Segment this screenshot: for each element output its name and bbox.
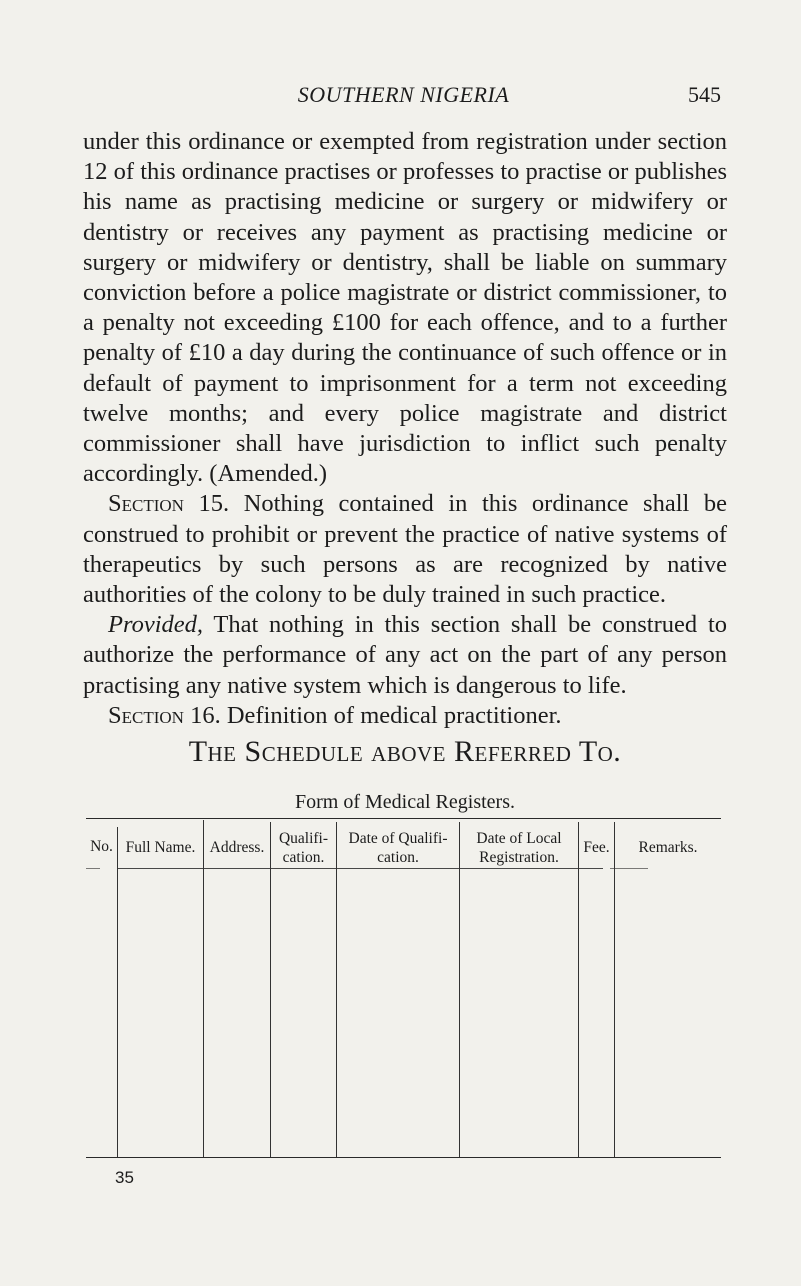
- column-divider: [270, 822, 271, 1157]
- signature-mark: 35: [115, 1168, 134, 1187]
- column-header-address: [204, 838, 270, 857]
- column-date-registration-line1: Date of Local: [476, 830, 562, 847]
- table-header-rule-left: [86, 868, 100, 869]
- column-qualification-line2: cation.: [282, 849, 325, 866]
- form-title: Form of Medical Registers.: [295, 791, 515, 813]
- column-header-no: [86, 837, 117, 856]
- column-divider: [614, 822, 615, 1157]
- paragraph-proviso: [83, 610, 727, 701]
- column-date-registration-line2: Registration.: [479, 849, 559, 866]
- column-header-date-qualification: [337, 829, 459, 867]
- column-header-date-registration: [460, 829, 578, 867]
- proviso-text: That nothing in this section shall be construed to authorize the performance of any act on the part of any person practising any native system which is dangerous to life.: [83, 611, 727, 699]
- column-address-label: Address.: [209, 839, 265, 856]
- column-header-remarks: [615, 838, 721, 857]
- column-header-fee: [579, 838, 614, 857]
- body-text: [83, 127, 727, 731]
- column-header-full-name: [118, 838, 203, 857]
- running-header: [86, 82, 721, 112]
- column-divider: [578, 822, 579, 1157]
- section-15-label: Section 15.: [108, 490, 230, 518]
- running-title: SOUTHERN NIGERIA: [297, 82, 510, 107]
- column-fee-label: Fee.: [583, 839, 610, 856]
- column-divider: [336, 822, 337, 1157]
- column-divider: [459, 822, 460, 1157]
- column-remarks-label: Remarks.: [638, 839, 698, 856]
- column-date-qualification-line2: cation.: [377, 849, 419, 866]
- paragraph-penalty: under this ordinance or exempted from registration under section 12 of this ordinance practises or professes to practise or publishes his name as practising medicine or surgery or midwifery or dentistry or receives any payment as practising medicine or surgery or midwifery or dentistry, shall be liable on summary conviction before a police magistrate or district commissioner, to a penalty not exceeding £100 for each offence, and to a further penalty of £10 a day during the continuance of such offence or in default of payment to imprisonment for a term not exceeding twelve months; and every police magistrate and district commissioner shall have jurisdiction to inflict such penalty accordingly. (Amended.): [83, 128, 727, 488]
- table-top-rule: [86, 818, 721, 819]
- proviso-label: Provided,: [108, 611, 204, 639]
- paragraph-section-16: [83, 701, 727, 731]
- column-header-qualification: [271, 829, 336, 867]
- column-divider: [117, 827, 118, 1157]
- table-bottom-rule: [86, 1157, 721, 1158]
- page-number: 545: [688, 82, 721, 107]
- schedule-title: The Schedule above Referred To.: [188, 735, 622, 768]
- paragraph-section-15: [83, 489, 727, 610]
- column-divider: [203, 820, 204, 1157]
- table-header-rule: [118, 868, 603, 869]
- section-16-label: Section 16.: [108, 701, 221, 729]
- column-qualification-line1: Qualifi-: [278, 830, 329, 847]
- column-no-label: No.: [90, 838, 113, 855]
- section-16-text: Definition of medical practitioner.: [220, 701, 562, 729]
- section-15-text: Nothing contained in this ordinance shall be construed to prohibit or prevent the practice of native systems of therapeutics by such persons as are recognized by native authorities of the colony to be duly trained in such practice.: [83, 490, 728, 609]
- table-header-rule-right: [610, 868, 648, 869]
- column-full-name-label: Full Name.: [125, 839, 196, 856]
- column-date-qualification-line1: Date of Qualifi-: [348, 830, 448, 847]
